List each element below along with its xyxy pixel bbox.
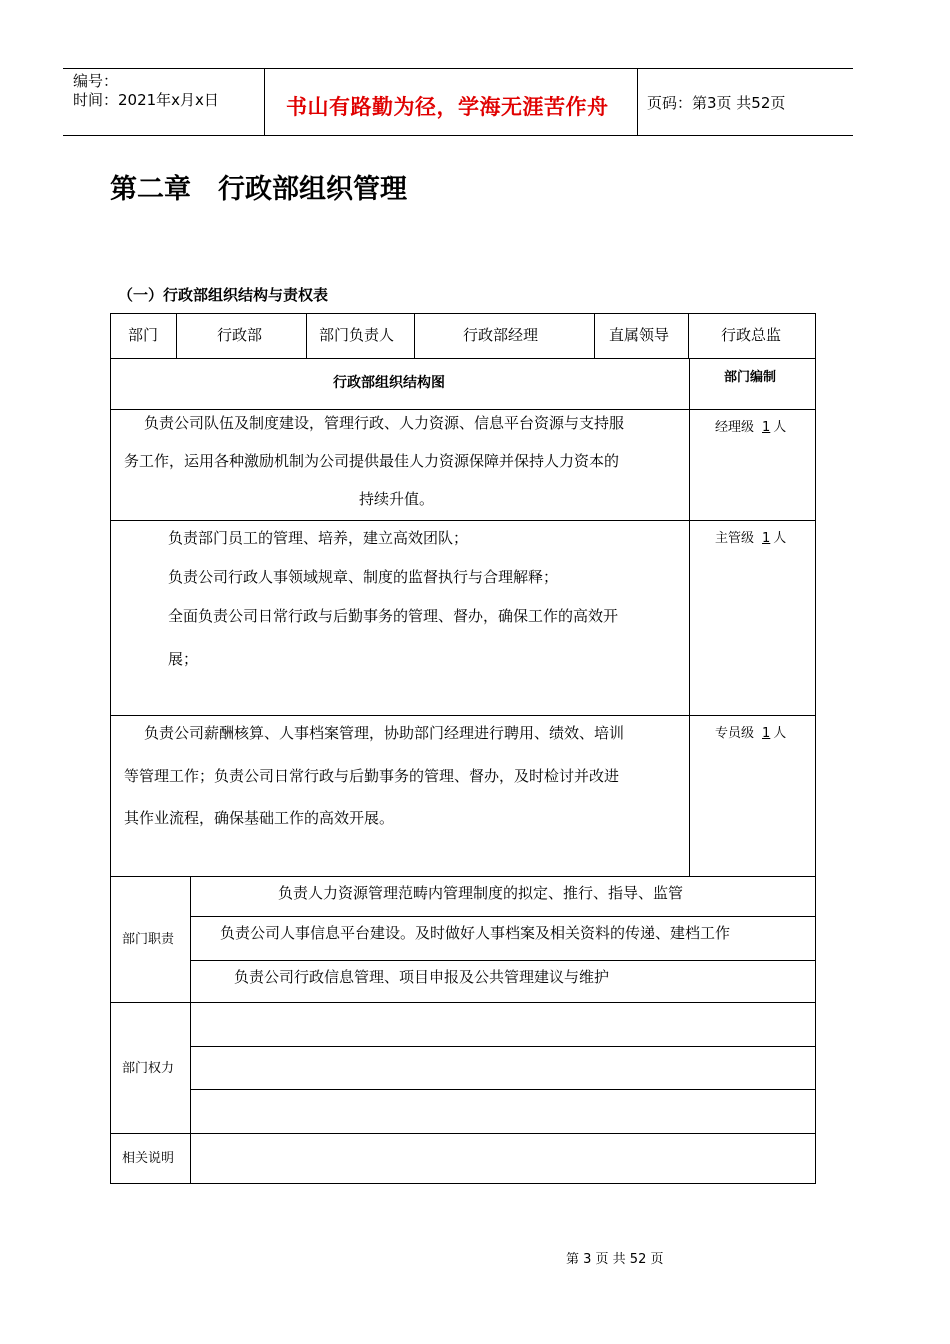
specialist-count: 1 (762, 726, 771, 741)
chapter-title: 第二章 行政部组织管理 (110, 174, 407, 205)
duty-item-2: 负责公司人事信息平台建设。及时做好人事档案及相关资料的传递、建档工作 (220, 924, 731, 942)
dept-label: 部门 (128, 326, 159, 344)
duty-item-1: 负责人力资源管理范畴内管理制度的拟定、推行、指导、监管 (278, 884, 684, 902)
row1-sep-5 (688, 313, 689, 358)
specialist-staffing (715, 722, 786, 741)
manager-duty-line-2: 务工作，运用各种激励机制为公司提供最佳人力资源保障并保持人力资本的 (124, 452, 620, 470)
table-border-bottom (110, 1183, 816, 1184)
duty-sep-1 (190, 916, 816, 917)
manager-unit: 人 (773, 420, 787, 435)
duties-label: 部门职责 (122, 932, 175, 947)
authority-bottom (110, 1133, 816, 1134)
specialist-level: 专员级 (715, 726, 755, 741)
manager-duty-line-1: 负责公司队伍及制度建设，管理行政、人力资源、信息平台资源与支持服 (144, 414, 625, 432)
supervisor-count: 1 (762, 531, 771, 546)
manager-duty-line-3: 持续升值。 (359, 490, 435, 508)
label-column-divider (190, 876, 191, 1184)
specialist-duty-line-2: 等管理工作；负责公司日常行政与后勤事务的管理、督办，及时检讨并改进 (124, 767, 620, 785)
supervisor-level: 主管级 (715, 531, 755, 546)
section-title: （一）行政部组织结构与责权表 (118, 286, 329, 304)
supervisor-duty-line-1: 负责部门员工的管理、培养，建立高效团队； (168, 529, 469, 547)
specialist-duty-line-1: 负责公司薪酬核算、人事档案管理，协助部门经理进行聘用、绩效、培训 (144, 724, 625, 742)
row1-sep-1 (176, 313, 177, 358)
row4-bottom (110, 715, 816, 716)
header-time-label: 时间：2021年x月x日 (73, 91, 219, 109)
manager-count: 1 (762, 420, 771, 435)
supervisor-duty-line-2: 负责公司行政人事领域规章、制度的监督执行与合理解释； (168, 568, 559, 586)
manager-staffing (715, 416, 786, 435)
supervisor-staffing (715, 527, 786, 546)
specialist-unit: 人 (773, 726, 787, 741)
supervisor-unit: 人 (773, 531, 787, 546)
manager-level: 经理级 (715, 420, 755, 435)
supervisor-duty-line-3: 全面负责公司日常行政与后勤事务的管理、督办，确保工作的高效开 (168, 607, 619, 625)
staffing-column-divider (689, 358, 690, 876)
direct-leader-value: 行政总监 (721, 326, 782, 344)
dept-head-label: 部门负责人 (319, 326, 395, 344)
table-border-right (815, 313, 816, 1184)
page-footer: 第 3 页 共 52 页 (566, 1252, 664, 1267)
table-border-top (110, 313, 816, 314)
authority-sep-1 (190, 1046, 816, 1047)
header-bottom-border (63, 135, 853, 136)
duty-sep-2 (190, 960, 816, 961)
specialist-duty-line-3: 其作业流程，确保基础工作的高效开展。 (124, 809, 395, 827)
header-page-info: 页码：第3页 共52页 (647, 94, 786, 112)
dept-head-value: 行政部经理 (463, 326, 539, 344)
header-divider-right (637, 68, 638, 136)
row5-bottom (110, 876, 816, 877)
direct-leader-label: 直属领导 (609, 326, 670, 344)
header-divider-left (264, 68, 265, 136)
duties-bottom (110, 1002, 816, 1003)
table-border-left (110, 313, 111, 1184)
supervisor-duty-line-4: 展； (168, 650, 199, 668)
org-chart-label: 行政部组织结构图 (333, 375, 445, 391)
staffing-label: 部门编制 (724, 370, 777, 385)
row1-sep-2 (306, 313, 307, 358)
row1-bottom (110, 358, 816, 359)
header-top-border (63, 68, 853, 69)
header-motto: 书山有路勤为径，学海无涯苦作舟 (286, 95, 609, 119)
header-number-label: 编号： (73, 72, 119, 90)
row1-sep-3 (414, 313, 415, 358)
duty-item-3: 负责公司行政信息管理、项目申报及公共管理建议与维护 (234, 968, 610, 986)
row1-sep-4 (594, 313, 595, 358)
authority-label: 部门权力 (122, 1061, 175, 1076)
notes-label: 相关说明 (122, 1151, 175, 1166)
row3-bottom (110, 520, 816, 521)
dept-value: 行政部 (217, 326, 263, 344)
authority-sep-2 (190, 1089, 816, 1090)
